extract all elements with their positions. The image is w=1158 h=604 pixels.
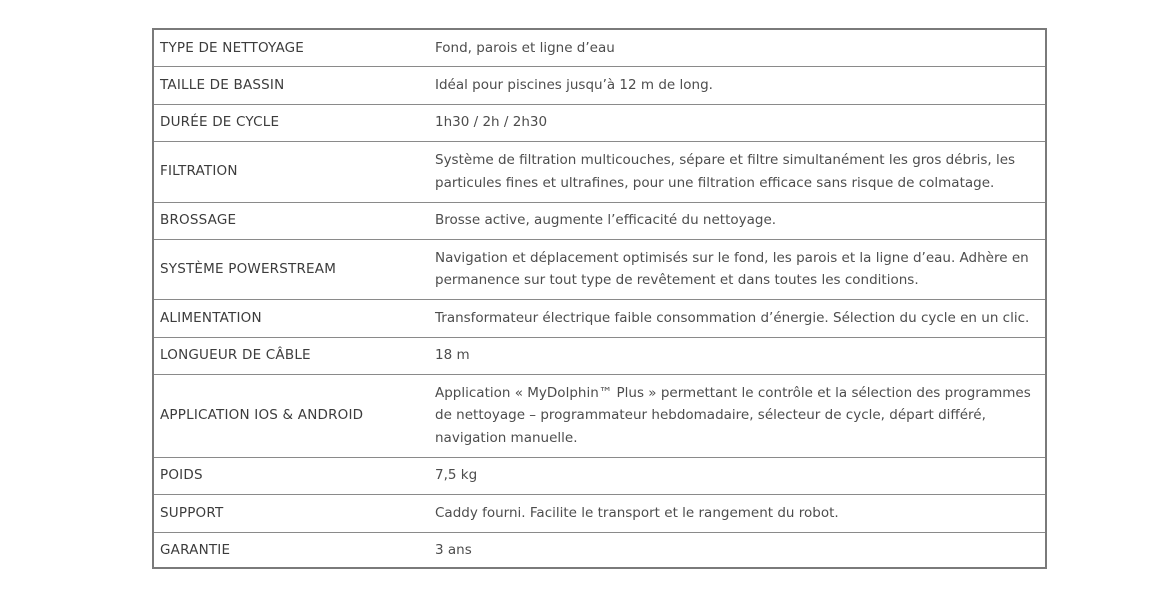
table-row — [153, 104, 1046, 141]
spec-label: TYPE DE NETTOYAGE — [160, 39, 305, 56]
table-row — [153, 29, 1046, 66]
spec-table — [152, 28, 1047, 569]
table-row — [153, 239, 1046, 299]
spec-value: Navigation et déplacement optimisés sur le fond, les parois et la ligne d’eau. Adhère en permanence sur tout type de revêtement et dans toutes les conditions. — [421, 239, 1046, 299]
table-row — [153, 299, 1046, 337]
table-row — [153, 494, 1046, 532]
spec-label: SUPPORT — [153, 494, 421, 532]
table-row — [153, 202, 1046, 239]
table-row — [153, 532, 1046, 568]
table-row — [153, 374, 1046, 457]
spec-label: SYSTÈME POWERSTREAM — [153, 239, 421, 299]
table-row — [153, 66, 1046, 104]
spec-value: 1h30 / 2h / 2h30 — [421, 104, 1046, 141]
spec-label: BROSSAGE — [153, 202, 421, 239]
spec-label: TAILLE DE BASSIN — [153, 66, 421, 104]
spec-value: Fond, parois et ligne d’eau — [435, 39, 615, 56]
spec-label: LONGUEUR DE CÂBLE — [153, 337, 421, 374]
spec-value: Application « MyDolphin™ Plus » permettant le contrôle et la sélection des programmes de nettoyage – programmateur hebdomadaire, sélecteur de cycle, départ différé, navigation manuelle. — [421, 374, 1046, 457]
spec-label: GARANTIE — [153, 532, 421, 568]
table-row — [153, 141, 1046, 202]
spec-value: 18 m — [421, 337, 1046, 374]
spec-label: FILTRATION — [153, 141, 421, 202]
spec-label: ALIMENTATION — [153, 299, 421, 337]
spec-label: POIDS — [153, 457, 421, 494]
spec-label: DURÉE DE CYCLE — [153, 104, 421, 141]
spec-value: 7,5 kg — [421, 457, 1046, 494]
spec-label: APPLICATION IOS & ANDROID — [153, 374, 421, 457]
spec-value: Transformateur électrique faible consommation d’énergie. Sélection du cycle en un clic. — [421, 299, 1046, 337]
spec-value: 3 ans — [421, 532, 1046, 568]
spec-value: Caddy fourni. Facilite le transport et le rangement du robot. — [421, 494, 1046, 532]
table-row — [153, 457, 1046, 494]
spec-value: Système de filtration multicouches, sépare et filtre simultanément les gros débris, les particules fines et ultrafines, pour une filtration efficace sans risque de colmatage. — [421, 141, 1046, 202]
table-row — [153, 337, 1046, 374]
spec-value: Brosse active, augmente l’efficacité du nettoyage. — [421, 202, 1046, 239]
spec-value: Idéal pour piscines jusqu’à 12 m de long. — [421, 66, 1046, 104]
